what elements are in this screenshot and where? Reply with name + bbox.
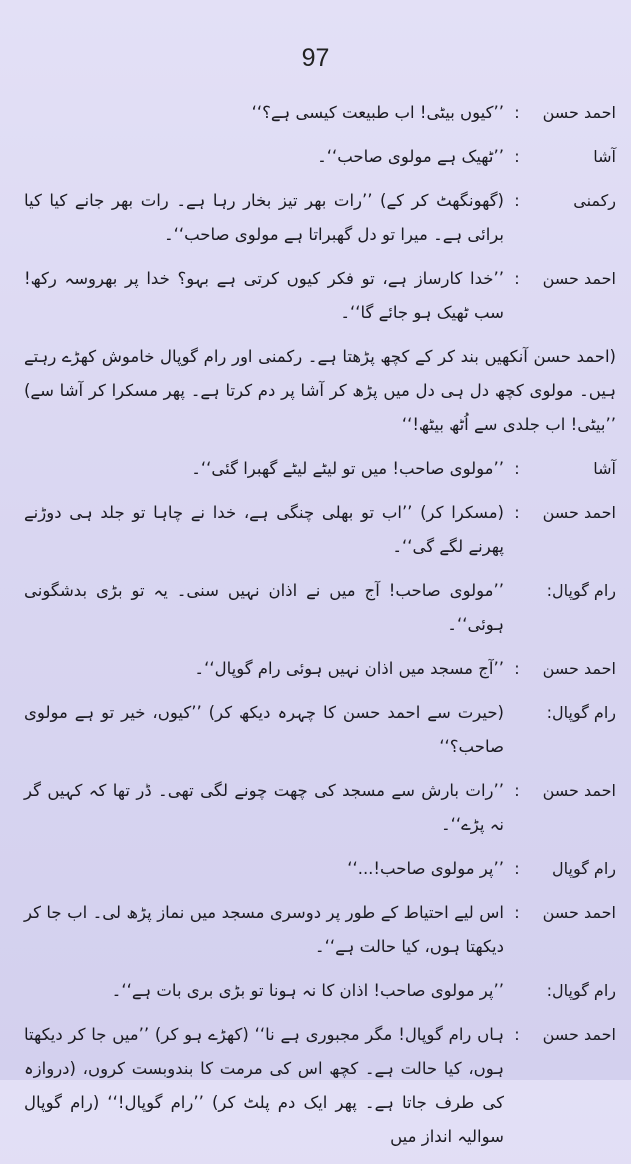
- speaker-separator: :: [514, 903, 520, 922]
- speaker-separator: [504, 696, 530, 764]
- dialogue-line: [24, 774, 616, 842]
- dialogue-text: ’’پر مولوی صاحب!...‘‘: [347, 859, 504, 878]
- speaker-separator: :: [514, 103, 520, 122]
- speaker-name: احمد حسن: [542, 781, 616, 800]
- script-body: [24, 96, 616, 1164]
- speaker-separator: :: [514, 459, 520, 478]
- speaker-separator: :: [514, 269, 520, 288]
- speaker-name: آشا: [593, 147, 616, 166]
- dialogue-text: ’’مولوی صاحب! آج میں نے اذان نہیں سنی۔ یہ تو بڑی بدشگونی ہوئی‘‘۔: [24, 581, 504, 634]
- dialogue-line: [24, 262, 616, 330]
- speaker-separator: :: [514, 191, 520, 210]
- speaker-separator: :: [514, 781, 520, 800]
- speaker-separator: :: [514, 859, 520, 878]
- speaker-separator: :: [514, 659, 520, 678]
- dialogue-line: [24, 896, 616, 964]
- speaker-name: احمد حسن: [542, 903, 616, 922]
- dialogue-text: ’’کیوں بیٹی! اب طبیعت کیسی ہے؟‘‘: [251, 103, 504, 122]
- speaker-name: آشا: [593, 459, 616, 478]
- stage-direction: (احمد حسن آنکھیں بند کر کے کچھ پڑھتا ہے۔ رکمنی اور رام گوپال خاموش کھڑے رہتے ہیں۔ مولوی کچھ دل ہی دل میں پڑھ کر آشا پر دم کرتا ہے۔ پھر مسکرا کر آشا سے) ’’بیٹی! اب جلدی سے اُٹھ بیٹھ!‘‘: [24, 347, 616, 434]
- dialogue-text: ’’آج مسجد میں اذان نہیں ہوئی رام گوپال‘‘۔: [194, 659, 504, 678]
- speaker-name: احمد حسن: [542, 269, 616, 288]
- speaker-separator: :: [514, 1025, 520, 1044]
- dialogue-text: (حیرت سے احمد حسن کا چہرہ دیکھ کر) ’’کیوں، خیر تو ہے مولوی صاحب؟‘‘: [24, 703, 504, 756]
- page-number: 97: [301, 44, 330, 72]
- speaker-name: رام گوپال: [552, 859, 616, 878]
- speaker-name: رام گوپال:: [546, 981, 616, 1000]
- speaker-name: احمد حسن: [542, 103, 616, 122]
- dialogue-text: ہاں رام گوپال! مگر مجبوری ہے نا‘‘ (کھڑے ہو کر) ’’میں جا کر دیکھتا ہوں، کیا حالت ہے۔ کچھ اس کی مرمت کا بندوبست کروں، (دروازہ کی طرف جاتا ہے۔ پھر ایک دم پلٹ کر) ’’رام گوپال!‘‘ (رام گوپال سوالیہ انداز میں: [24, 1025, 504, 1146]
- dialogue-line: [24, 574, 616, 642]
- speaker-name: احمد حسن: [542, 1025, 616, 1044]
- dialogue-line: [24, 974, 616, 1008]
- dialogue-line: [24, 496, 616, 564]
- dialogue-text: (گھونگھٹ کر کے) ’’رات بھر تیز بخار رہا ہے۔ رات بھر جانے کیا کیا برائی ہے۔ میرا تو دل گھبراتا ہے مولوی صاحب‘‘۔: [24, 191, 504, 244]
- dialogue-text: ’’ٹھیک ہے مولوی صاحب‘‘۔: [317, 147, 504, 166]
- speaker-name: احمد حسن: [542, 503, 616, 522]
- dialogue-line: [24, 96, 616, 130]
- speaker-separator: :: [514, 147, 520, 166]
- dialogue-text: ’’مولوی صاحب! میں تو لیٹے لیٹے گھبرا گئی‘‘۔: [191, 459, 504, 478]
- dialogue-text: ’’خدا کارساز ہے، تو فکر کیوں کرتی ہے بہو؟ خدا پر بھروسہ رکھ! سب ٹھیک ہو جائے گا‘‘۔: [24, 269, 504, 322]
- dialogue-text: اس لیے احتیاط کے طور پر دوسری مسجد میں نماز پڑھ لی۔ اب جا کر دیکھتا ہوں، کیا حالت ہے‘‘۔: [24, 903, 504, 956]
- dialogue-text: ’’رات بارش سے مسجد کی چھت چونے لگی تھی۔ ڈر تھا کہ کہیں گر نہ پڑے‘‘۔: [24, 781, 504, 834]
- speaker-separator: [504, 574, 530, 642]
- dialogue-line: [24, 452, 616, 486]
- speaker-separator: [504, 974, 530, 1008]
- dialogue-line: [24, 1018, 616, 1154]
- dialogue-line: [24, 184, 616, 252]
- speaker-name: رام گوپال:: [546, 703, 616, 722]
- speaker-name: رام گوپال:: [546, 581, 616, 600]
- dialogue-text: ’’پر مولوی صاحب! اذان کا نہ ہونا تو بڑی بری بات ہے‘‘۔: [111, 981, 504, 1000]
- dialogue-line: [24, 652, 616, 686]
- speaker-separator: :: [514, 503, 520, 522]
- dialogue-text: (مسکرا کر) ’’اب تو بھلی چنگی ہے، خدا نے چاہا تو جلد ہی دوڑنے پھرنے لگے گی‘‘۔: [24, 503, 504, 556]
- speaker-name: رکمنی: [573, 191, 616, 210]
- dialogue-line: [24, 852, 616, 886]
- dialogue-line: [24, 696, 616, 764]
- speaker-name: احمد حسن: [542, 659, 616, 678]
- dialogue-line: [24, 140, 616, 174]
